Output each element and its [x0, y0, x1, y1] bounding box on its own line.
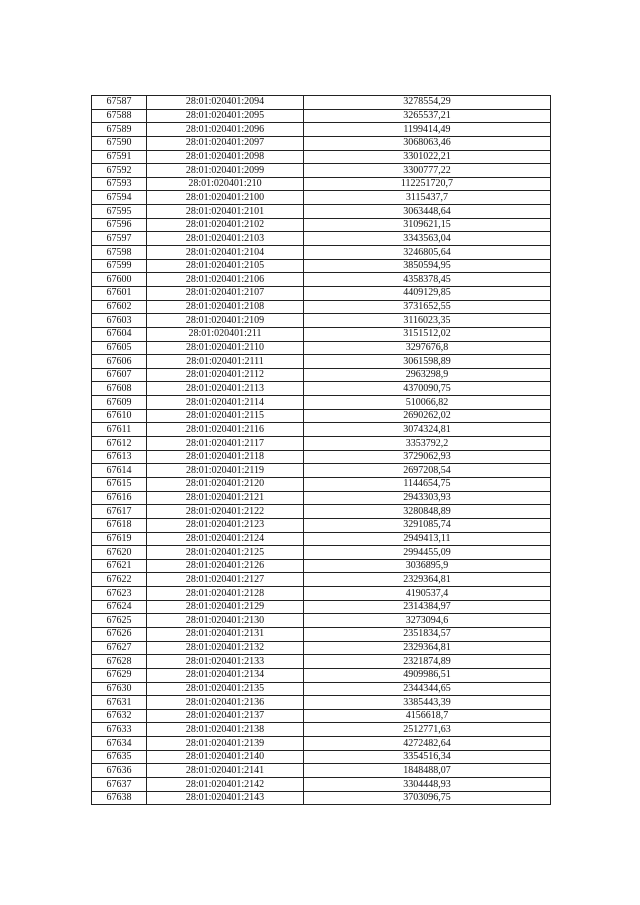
cadastral-value-cell: 2314384,97 [304, 600, 551, 614]
cadastral-value-cell: 3273094,6 [304, 614, 551, 628]
cadastral-value-cell: 2512771,63 [304, 723, 551, 737]
cadastral-value-cell: 3297676,8 [304, 341, 551, 355]
cadastral-number-cell: 28:01:020401:2106 [147, 273, 304, 287]
row-number-cell: 67592 [92, 164, 147, 178]
cadastral-number-cell: 28:01:020401:2096 [147, 123, 304, 137]
row-number-cell: 67590 [92, 136, 147, 150]
table-row [92, 532, 551, 546]
table-row [92, 423, 551, 437]
cadastral-number-cell: 28:01:020401:2122 [147, 505, 304, 519]
table-row [92, 709, 551, 723]
cadastral-value-cell: 2690262,02 [304, 409, 551, 423]
table-row [92, 791, 551, 805]
row-number-cell: 67630 [92, 682, 147, 696]
cadastral-value-cell: 3291085,74 [304, 518, 551, 532]
table-row [92, 641, 551, 655]
cadastral-value-cell: 1199414,49 [304, 123, 551, 137]
row-number-cell: 67635 [92, 750, 147, 764]
row-number-cell: 67601 [92, 286, 147, 300]
cadastral-value-cell: 2697208,54 [304, 464, 551, 478]
cadastral-value-cell: 2329364,81 [304, 573, 551, 587]
cadastral-number-cell: 28:01:020401:2110 [147, 341, 304, 355]
row-number-cell: 67603 [92, 314, 147, 328]
cadastral-value-cell: 3300777,22 [304, 164, 551, 178]
cadastral-number-cell: 28:01:020401:2121 [147, 491, 304, 505]
table-row [92, 655, 551, 669]
table-row [92, 573, 551, 587]
table-row [92, 737, 551, 751]
cadastral-number-cell: 28:01:020401:2143 [147, 791, 304, 805]
row-number-cell: 67593 [92, 177, 147, 191]
table-row [92, 505, 551, 519]
cadastral-value-cell: 4156618,7 [304, 709, 551, 723]
row-number-cell: 67626 [92, 627, 147, 641]
cadastral-number-cell: 28:01:020401:2135 [147, 682, 304, 696]
cadastral-number-cell: 28:01:020401:2126 [147, 559, 304, 573]
cadastral-number-cell: 28:01:020401:2136 [147, 696, 304, 710]
table-row [92, 409, 551, 423]
table-row [92, 341, 551, 355]
table-row [92, 437, 551, 451]
table-row [92, 123, 551, 137]
cadastral-number-cell: 28:01:020401:2124 [147, 532, 304, 546]
row-number-cell: 67608 [92, 382, 147, 396]
table-body [92, 96, 551, 805]
row-number-cell: 67610 [92, 409, 147, 423]
cadastral-value-cell: 4909986,51 [304, 668, 551, 682]
cadastral-value-cell: 3115437,7 [304, 191, 551, 205]
table-row [92, 300, 551, 314]
table-row [92, 205, 551, 219]
table-row [92, 668, 551, 682]
row-number-cell: 67632 [92, 709, 147, 723]
cadastral-value-cell: 3061598,89 [304, 355, 551, 369]
table-row [92, 327, 551, 341]
cadastral-number-cell: 28:01:020401:2094 [147, 96, 304, 110]
row-number-cell: 67609 [92, 396, 147, 410]
cadastral-value-cell: 3278554,29 [304, 96, 551, 110]
cadastral-number-cell: 28:01:020401:2131 [147, 627, 304, 641]
table-row [92, 559, 551, 573]
table-row [92, 491, 551, 505]
row-number-cell: 67634 [92, 737, 147, 751]
table-row [92, 450, 551, 464]
cadastral-number-cell: 28:01:020401:2115 [147, 409, 304, 423]
cadastral-value-cell: 4272482,64 [304, 737, 551, 751]
cadastral-number-cell: 28:01:020401:2120 [147, 477, 304, 491]
cadastral-value-cell: 112251720,7 [304, 177, 551, 191]
table-row [92, 314, 551, 328]
cadastral-number-cell: 28:01:020401:2113 [147, 382, 304, 396]
cadastral-value-cell: 510066,82 [304, 396, 551, 410]
table-row [92, 546, 551, 560]
cadastral-value-cell: 3036895,9 [304, 559, 551, 573]
table-row [92, 286, 551, 300]
cadastral-number-cell: 28:01:020401:2134 [147, 668, 304, 682]
table-row [92, 750, 551, 764]
row-number-cell: 67615 [92, 477, 147, 491]
cadastral-value-cell: 3151512,02 [304, 327, 551, 341]
row-number-cell: 67604 [92, 327, 147, 341]
table-row [92, 587, 551, 601]
row-number-cell: 67620 [92, 546, 147, 560]
row-number-cell: 67621 [92, 559, 147, 573]
cadastral-number-cell: 28:01:020401:2118 [147, 450, 304, 464]
cadastral-number-cell: 28:01:020401:2098 [147, 150, 304, 164]
table-row [92, 477, 551, 491]
cadastral-value-cell: 3353792,2 [304, 437, 551, 451]
cadastral-number-cell: 28:01:020401:2095 [147, 109, 304, 123]
cadastral-value-cell: 2321874,89 [304, 655, 551, 669]
cadastral-value-cell: 2949413,11 [304, 532, 551, 546]
table-row [92, 396, 551, 410]
cadastral-number-cell: 28:01:020401:2102 [147, 218, 304, 232]
cadastral-number-cell: 28:01:020401:2125 [147, 546, 304, 560]
cadastral-number-cell: 28:01:020401:2141 [147, 764, 304, 778]
row-number-cell: 67627 [92, 641, 147, 655]
table-row [92, 764, 551, 778]
cadastral-value-cell: 4370090,75 [304, 382, 551, 396]
table-row [92, 723, 551, 737]
cadastral-number-cell: 28:01:020401:2142 [147, 778, 304, 792]
row-number-cell: 67636 [92, 764, 147, 778]
row-number-cell: 67611 [92, 423, 147, 437]
row-number-cell: 67595 [92, 205, 147, 219]
cadastral-number-cell: 28:01:020401:2129 [147, 600, 304, 614]
cadastral-value-cell: 3703096,75 [304, 791, 551, 805]
table-row [92, 164, 551, 178]
table-row [92, 259, 551, 273]
row-number-cell: 67596 [92, 218, 147, 232]
cadastral-value-cell: 3729062,93 [304, 450, 551, 464]
row-number-cell: 67638 [92, 791, 147, 805]
cadastral-number-cell: 28:01:020401:2103 [147, 232, 304, 246]
cadastral-value-cell: 3301022,21 [304, 150, 551, 164]
table-row [92, 627, 551, 641]
row-number-cell: 67617 [92, 505, 147, 519]
cadastral-number-cell: 28:01:020401:2117 [147, 437, 304, 451]
cadastral-value-cell: 4190537,4 [304, 587, 551, 601]
table-row [92, 218, 551, 232]
row-number-cell: 67622 [92, 573, 147, 587]
cadastral-value-cell: 3265537,21 [304, 109, 551, 123]
table-row [92, 518, 551, 532]
cadastral-value-cell: 3246805,64 [304, 246, 551, 260]
row-number-cell: 67613 [92, 450, 147, 464]
cadastral-value-cell: 3343563,04 [304, 232, 551, 246]
table-row [92, 246, 551, 260]
cadastral-value-cell: 2344344,65 [304, 682, 551, 696]
cadastral-number-cell: 28:01:020401:2105 [147, 259, 304, 273]
table-row [92, 382, 551, 396]
cadastral-value-cell: 1848488,07 [304, 764, 551, 778]
table-row [92, 614, 551, 628]
cadastral-number-cell: 28:01:020401:2130 [147, 614, 304, 628]
cadastral-number-cell: 28:01:020401:2137 [147, 709, 304, 723]
row-number-cell: 67602 [92, 300, 147, 314]
row-number-cell: 67587 [92, 96, 147, 110]
cadastral-number-cell: 28:01:020401:2128 [147, 587, 304, 601]
table-row [92, 109, 551, 123]
row-number-cell: 67618 [92, 518, 147, 532]
cadastral-value-cell: 3385443,39 [304, 696, 551, 710]
table-row [92, 136, 551, 150]
cadastral-number-cell: 28:01:020401:2107 [147, 286, 304, 300]
cadastral-number-cell: 28:01:020401:2132 [147, 641, 304, 655]
cadastral-value-cell: 1144654,75 [304, 477, 551, 491]
cadastral-number-cell: 28:01:020401:2109 [147, 314, 304, 328]
row-number-cell: 67597 [92, 232, 147, 246]
row-number-cell: 67625 [92, 614, 147, 628]
row-number-cell: 67631 [92, 696, 147, 710]
cadastral-number-cell: 28:01:020401:2127 [147, 573, 304, 587]
cadastral-value-cell: 3304448,93 [304, 778, 551, 792]
cadastral-number-cell: 28:01:020401:2119 [147, 464, 304, 478]
cadastral-value-cell: 2963298,9 [304, 368, 551, 382]
row-number-cell: 67623 [92, 587, 147, 601]
cadastral-value-cell: 3116023,35 [304, 314, 551, 328]
cadastral-value-cell: 3074324,81 [304, 423, 551, 437]
cadastral-value-cell: 3731652,55 [304, 300, 551, 314]
cadastral-number-cell: 28:01:020401:2097 [147, 136, 304, 150]
table-row [92, 150, 551, 164]
cadastral-number-cell: 28:01:020401:2114 [147, 396, 304, 410]
cadastral-value-cell: 4358378,45 [304, 273, 551, 287]
table-row [92, 177, 551, 191]
cadastral-value-cell: 3354516,34 [304, 750, 551, 764]
cadastral-value-cell: 3109621,15 [304, 218, 551, 232]
table-row [92, 778, 551, 792]
table-row [92, 273, 551, 287]
cadastral-value-cell: 2943303,93 [304, 491, 551, 505]
table-row [92, 696, 551, 710]
cadastral-value-table [91, 95, 551, 805]
table-row [92, 368, 551, 382]
cadastral-value-cell: 3280848,89 [304, 505, 551, 519]
cadastral-number-cell: 28:01:020401:2138 [147, 723, 304, 737]
row-number-cell: 67594 [92, 191, 147, 205]
cadastral-number-cell: 28:01:020401:2100 [147, 191, 304, 205]
cadastral-number-cell: 28:01:020401:211 [147, 327, 304, 341]
cadastral-number-cell: 28:01:020401:210 [147, 177, 304, 191]
cadastral-number-cell: 28:01:020401:2112 [147, 368, 304, 382]
row-number-cell: 67637 [92, 778, 147, 792]
cadastral-value-cell: 3850594,95 [304, 259, 551, 273]
table-row [92, 232, 551, 246]
cadastral-number-cell: 28:01:020401:2140 [147, 750, 304, 764]
cadastral-number-cell: 28:01:020401:2133 [147, 655, 304, 669]
table-row [92, 682, 551, 696]
row-number-cell: 67605 [92, 341, 147, 355]
cadastral-value-cell: 2994455,09 [304, 546, 551, 560]
row-number-cell: 67589 [92, 123, 147, 137]
cadastral-number-cell: 28:01:020401:2108 [147, 300, 304, 314]
row-number-cell: 67607 [92, 368, 147, 382]
row-number-cell: 67629 [92, 668, 147, 682]
row-number-cell: 67598 [92, 246, 147, 260]
row-number-cell: 67588 [92, 109, 147, 123]
cadastral-number-cell: 28:01:020401:2116 [147, 423, 304, 437]
table-row [92, 96, 551, 110]
row-number-cell: 67628 [92, 655, 147, 669]
table-row [92, 464, 551, 478]
table-row [92, 355, 551, 369]
cadastral-value-cell: 2329364,81 [304, 641, 551, 655]
row-number-cell: 67614 [92, 464, 147, 478]
cadastral-value-cell: 3063448,64 [304, 205, 551, 219]
cadastral-value-cell: 3068063,46 [304, 136, 551, 150]
cadastral-value-cell: 2351834,57 [304, 627, 551, 641]
table-row [92, 191, 551, 205]
cadastral-number-cell: 28:01:020401:2104 [147, 246, 304, 260]
cadastral-number-cell: 28:01:020401:2123 [147, 518, 304, 532]
row-number-cell: 67591 [92, 150, 147, 164]
table-row [92, 600, 551, 614]
cadastral-value-cell: 4409129,85 [304, 286, 551, 300]
row-number-cell: 67624 [92, 600, 147, 614]
cadastral-number-cell: 28:01:020401:2099 [147, 164, 304, 178]
row-number-cell: 67606 [92, 355, 147, 369]
cadastral-number-cell: 28:01:020401:2139 [147, 737, 304, 751]
cadastral-number-cell: 28:01:020401:2101 [147, 205, 304, 219]
row-number-cell: 67633 [92, 723, 147, 737]
row-number-cell: 67599 [92, 259, 147, 273]
row-number-cell: 67600 [92, 273, 147, 287]
cadastral-number-cell: 28:01:020401:2111 [147, 355, 304, 369]
row-number-cell: 67612 [92, 437, 147, 451]
row-number-cell: 67619 [92, 532, 147, 546]
row-number-cell: 67616 [92, 491, 147, 505]
